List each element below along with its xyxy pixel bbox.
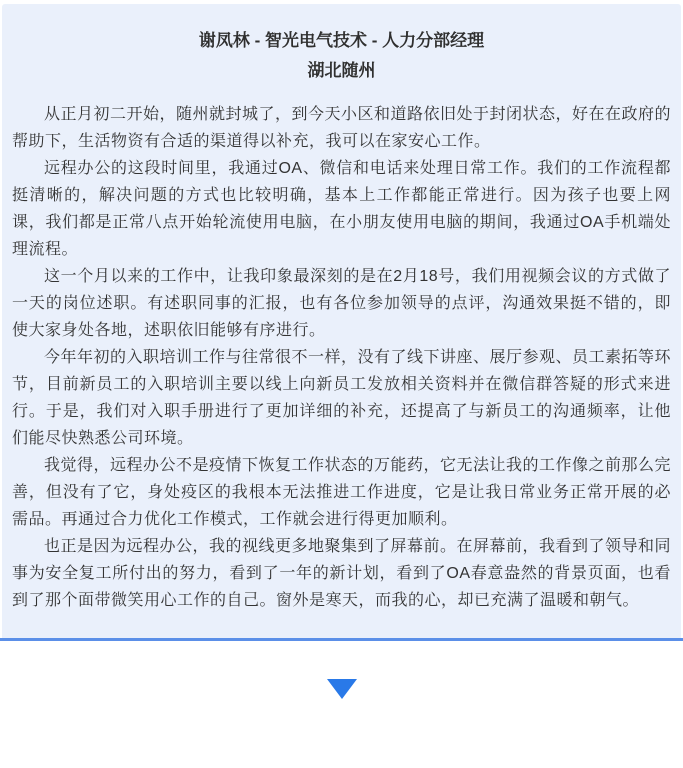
article-paragraph: 也正是因为远程办公，我的视线更多地聚集到了屏幕前。在屏幕前，我看到了领导和同事为安全复工所付出的努力，看到了一年的新计划，看到了OA春意盎然的背景页面，也看到了那个面带微笑用心工作的自己。窗外是寒天，而我的心，却已充满了温暖和朝气。 [12,538,672,609]
page-title: 谢凤林 - 智光电气技术 - 人力分部经理 [198,31,485,50]
article-body [12,101,671,614]
article-location: 湖北随州 [307,61,376,80]
article-paragraph: 今年年初的入职培训工作与往常很不一样，没有了线下讲座、展厅参观、员工素拓等环节，目前新员工的入职培训主要以线上向新员工发放相关资料并在微信群答疑的形式来进行。于是，我们对入职手册进行了更加详细的补充，还提高了与新员工的沟通频率，让他们能尽快熟悉公司环境。 [12,349,672,447]
article-paragraph: 这一个月以来的工作中，让我印象最深刻的是在2月18号，我们用视频会议的方式做了一天的岗位述职。有述职同事的汇报，也有各位参加领导的点评，沟通效果挺不错的，即使大家身处各地，述职依旧能够有序进行。 [12,268,671,339]
down-triangle-icon [327,679,357,699]
article-paragraph: 从正月初二开始，随州就封城了，到今天小区和道路依旧处于封闭状态，好在在政府的帮助下，生活物资有合适的渠道得以补充，我可以在家安心工作。 [12,106,672,150]
divider-line [0,638,683,641]
article-card [2,4,681,638]
article-paragraph: 远程办公的这段时间里，我通过OA、微信和电话来处理日常工作。我们的工作流程都挺清晰的，解决问题的方式也比较明确，基本上工作都能正常进行。因为孩子也要上网课，我们都是正常八点开始轮流使用电脑，在小朋友使用电脑的期间，我通过OA手机端处理流程。 [12,160,671,258]
article-paragraph: 我觉得，远程办公不是疫情下恢复工作状态的万能药，它无法让我的工作像之前那么完善，但没有了它，身处疫区的我根本无法推进工作进度，它是让我日常业务正常开展的必需品。再通过合力优化工作模式，工作就会进行得更加顺利。 [12,457,672,528]
